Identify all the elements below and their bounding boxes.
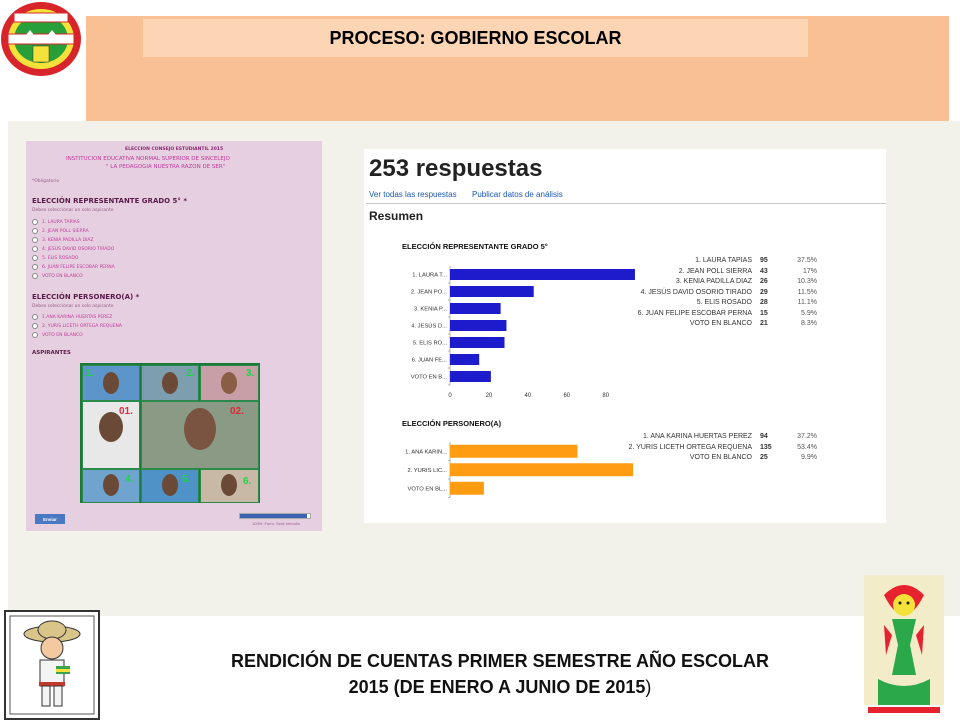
divider xyxy=(366,203,886,204)
row-percent: 11.5% xyxy=(797,288,817,296)
row-percent: 10.3% xyxy=(797,278,817,285)
form-q1-option[interactable]: 6. JUAN FELIPE ESCOBAR PERNA xyxy=(32,264,115,270)
radio-button[interactable] xyxy=(32,255,38,261)
radio-button[interactable] xyxy=(32,219,38,225)
y-tick-label: 3. KENIA P... xyxy=(413,306,447,313)
row-count: 29 xyxy=(760,288,768,296)
candidate-photo: 5. xyxy=(141,469,199,503)
bar xyxy=(450,337,505,348)
view-all-responses-link[interactable]: Ver todas las respuestas xyxy=(369,190,457,199)
radio-button[interactable] xyxy=(32,273,38,279)
x-tick-label: 0 xyxy=(448,393,452,397)
summary-heading: Resumen xyxy=(369,209,424,223)
row-count: 135 xyxy=(760,443,772,451)
form-q1-option[interactable]: 2. JEAN POLL SIERRA xyxy=(32,228,89,234)
table-row xyxy=(655,320,827,330)
table-row xyxy=(655,299,827,309)
table-row xyxy=(628,443,827,454)
row-label: 4. JESÚS DAVID OSORIO TIRADO xyxy=(640,288,752,296)
bar xyxy=(450,286,534,297)
school-crest-logo xyxy=(0,0,82,78)
form-footer: 100%: Form: Sent-Vemo0n xyxy=(252,521,301,526)
q2-bar-chart xyxy=(395,438,645,502)
form-q1-option[interactable]: 1. LAURA TAPIAS xyxy=(32,219,80,225)
form-q2-option[interactable]: 2. YURIS LICETH ORTEGA REQUENA xyxy=(32,323,122,329)
table-row xyxy=(655,257,827,267)
form-subtitle-1: INSTITUCION EDUCATIVA NORMAL SUPERIOR DE SINCELEJO xyxy=(66,156,230,162)
form-progress-bar xyxy=(239,513,311,519)
x-tick-label: 80 xyxy=(602,393,610,397)
form-q1-option[interactable]: 3. KENIA PADILLA DIAZ xyxy=(32,237,94,243)
form-q1-hint: Debes seleccionar un solo aspirante xyxy=(32,208,114,213)
form-required-note: *Obligatorio xyxy=(32,179,60,184)
candidate-photo-grid xyxy=(80,363,260,503)
bar xyxy=(450,445,577,458)
form-q1-option[interactable]: VOTO EN BLANCO xyxy=(32,273,83,279)
y-tick-label: VOTO EN B... xyxy=(410,374,447,381)
y-tick-label: 5. ELIS RO... xyxy=(412,340,447,347)
row-label: 2. JEAN POLL SIERRA xyxy=(678,267,752,275)
bar xyxy=(450,371,491,382)
mascot-image xyxy=(4,610,100,720)
y-tick-label: 6. JUAN FE... xyxy=(411,357,447,364)
form-q2-option[interactable]: VOTO EN BLANCO xyxy=(32,332,83,338)
submit-button[interactable]: Enviar xyxy=(35,514,65,524)
row-count: 26 xyxy=(760,278,768,285)
row-percent: 11.1% xyxy=(797,299,817,306)
radio-button[interactable] xyxy=(32,228,38,234)
row-count: 25 xyxy=(760,454,768,461)
candidate-photo: 4. xyxy=(82,469,140,503)
row-label: 1. ANA KARINA HUERTAS PEREZ xyxy=(642,433,752,440)
y-tick-label: VOTO EN BL... xyxy=(407,486,447,493)
candidate-photo: 3. xyxy=(200,365,259,401)
row-label: 6. JUAN FELIPE ESCOBAR PERNA xyxy=(637,309,752,317)
row-percent: 53.4% xyxy=(797,443,817,451)
form-q2-hint: Debes seleccionar un solo aspirante xyxy=(32,304,114,309)
footer-line-1: RENDICIÓN DE CUENTAS PRIMER SEMESTRE AÑO ESCOLAR xyxy=(230,651,770,671)
radio-button[interactable] xyxy=(32,246,38,252)
footer-line-2: 2015 (DE ENERO A JUNIO DE 2015) xyxy=(348,677,652,697)
candidate-photo: 2. xyxy=(141,365,199,401)
radio-button[interactable] xyxy=(32,264,38,270)
form-subtitle-2: " LA PEDAGOGIA NUESTRA RAZON DE SER" xyxy=(106,164,226,170)
bar xyxy=(450,354,479,365)
row-count: 94 xyxy=(760,433,768,440)
radio-button[interactable] xyxy=(32,314,38,320)
table-row xyxy=(637,309,827,320)
row-label: VOTO EN BLANCO xyxy=(689,454,752,461)
footer-caption xyxy=(180,648,820,700)
row-label: 2. YURIS LICETH ORTEGA REQUENA xyxy=(628,443,752,451)
x-tick-label: 20 xyxy=(485,393,493,397)
process-title: PROCESO: GOBIERNO ESCOLAR xyxy=(329,27,622,48)
candidate-photo: 01. xyxy=(82,401,140,469)
q1-results-table xyxy=(637,257,827,337)
form-q2-option[interactable]: 1.ANA KARINA HUERTAS PEREZ xyxy=(32,314,112,320)
row-label: 5. ELIS ROSADO xyxy=(696,299,752,306)
form-q1-option[interactable]: 5. ELIS ROSADO xyxy=(32,255,78,261)
bar xyxy=(450,303,501,314)
school-logo-figure xyxy=(864,575,944,720)
q1-bar-chart xyxy=(395,262,645,397)
y-tick-label: 1. ANA KARIN... xyxy=(405,449,447,456)
radio-button[interactable] xyxy=(32,332,38,338)
y-tick-label: 1. LAURA T... xyxy=(412,272,447,279)
candidate-photo: 02. xyxy=(141,401,259,469)
row-percent: 8.3% xyxy=(801,320,817,327)
table-row xyxy=(640,288,827,299)
row-percent: 9.9% xyxy=(801,454,817,461)
table-row xyxy=(655,278,827,288)
bar xyxy=(450,269,635,280)
candidate-photo: 6. xyxy=(200,469,259,503)
row-percent: 37.2% xyxy=(797,433,817,440)
x-tick-label: 60 xyxy=(563,393,571,397)
y-tick-label: 4. JESÚS D... xyxy=(411,323,447,330)
row-label: 1. LAURA TAPIAS xyxy=(695,257,752,264)
y-tick-label: 2. YURIS LIC... xyxy=(407,467,447,474)
q1-chart-title: ELECCIÓN REPRESENTANTE GRADO 5° xyxy=(402,242,548,251)
y-tick-label: 2. JEAN PO... xyxy=(410,289,447,296)
radio-button[interactable] xyxy=(32,237,38,243)
bar xyxy=(450,482,484,495)
table-row xyxy=(642,433,827,443)
row-label: 3. KENIA PADILLA DIAZ xyxy=(675,278,752,285)
aspirants-label: ASPIRANTES xyxy=(32,350,71,356)
form-title: ELECCION CONSEJO ESTUDIANTIL 2015 xyxy=(125,147,224,152)
q2-chart-title: ELECCIÓN PERSONERO(A) xyxy=(402,419,502,428)
candidate-photo: 1. xyxy=(82,365,140,401)
bar xyxy=(450,320,506,331)
response-count: 253 respuestas xyxy=(369,155,543,182)
form-q2-title: ELECCIÓN PERSONERO(A) * xyxy=(32,293,140,301)
table-row xyxy=(655,268,827,278)
radio-button[interactable] xyxy=(32,323,38,329)
x-tick-label: 40 xyxy=(524,393,532,397)
form-q1-option[interactable]: 4. JESUS DAVID OSORIO TIRADO xyxy=(32,246,114,252)
table-row xyxy=(655,454,827,464)
row-count: 95 xyxy=(760,257,768,264)
publish-analysis-link[interactable]: Publicar datos de análisis xyxy=(472,190,563,199)
progress-fill xyxy=(240,514,307,518)
row-count: 43 xyxy=(760,267,768,275)
process-title-box xyxy=(143,19,808,57)
row-count: 28 xyxy=(760,299,768,306)
q2-results-table xyxy=(628,433,827,467)
row-percent: 17% xyxy=(802,267,817,275)
bar xyxy=(450,463,633,476)
row-count: 15 xyxy=(760,309,768,317)
row-percent: 37.5% xyxy=(797,257,817,264)
form-q1-title: ELECCIÓN REPRESENTANTE GRADO 5° * xyxy=(32,197,188,205)
row-label: VOTO EN BLANCO xyxy=(689,320,752,327)
row-percent: 5.9% xyxy=(801,309,817,317)
row-count: 21 xyxy=(760,320,768,327)
